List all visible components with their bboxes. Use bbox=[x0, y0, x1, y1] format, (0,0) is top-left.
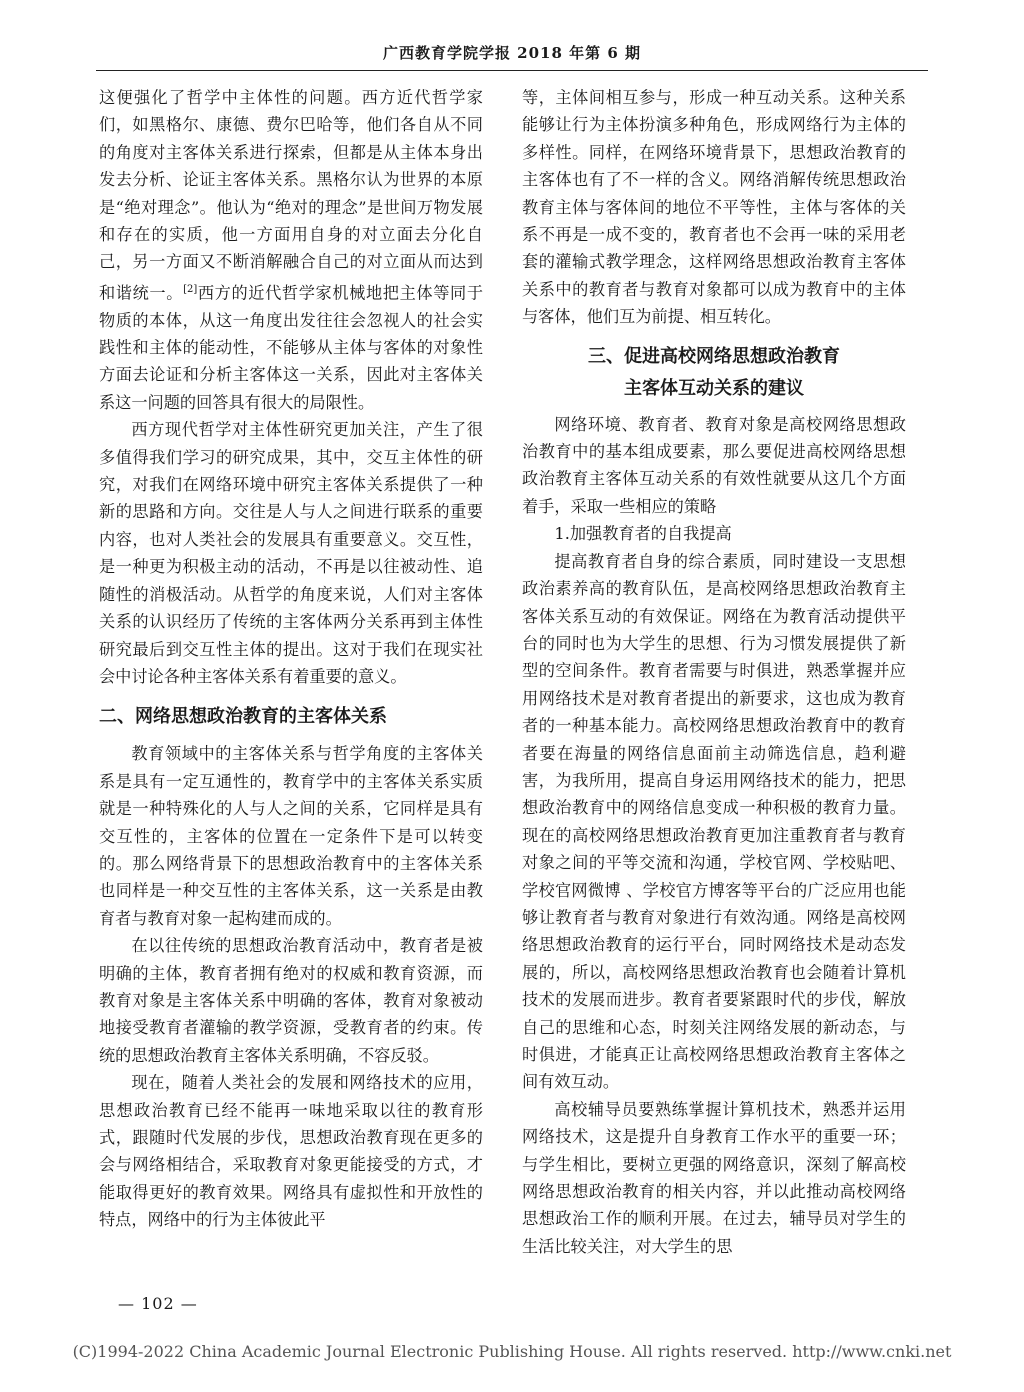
subsection-heading: 1.加强教育者的自我提高 bbox=[554, 524, 732, 544]
paragraph: 提高教育者自身的综合素质，同时建设一支思想政治素养高的教育队伍，是高校网络思想政治教育主客体关系互动的有效保证。网络在为教育活动提供平台的同时也为大学生的思想、行为习惯发展提供了新型的空间条件。教育者需要与时俱进，熟悉掌握并应用网络技术是对教育者提出的新要求，这也成为教育者的一种基本能力。高校网络思想政治教育中的教育者要在海量的网络信息面前主动筛选信息，趋利避害，为我所用，提高自身运用网络技术的能力，把思想政治教育中的网络信息变成一种积极的教育力量。现在的高校网络思想政治教育更加注重教育者与教育对象之间的平等交流和沟通，学校官网、学校贴吧、学校官网微博 、学校官方博客等平台的广泛应用也能够让教育者与教育对象进行有效沟通。网络是高校网络思想政治教育的运行平台，同时网络技术是动态发展的，所以，高校网络思想政治教育也会随着计算机技术的发展而进步。教育者要紧跟时代的步伐，解放自己的思维和心态，时刻关注网络发展的新动态，与时俱进，才能真正让高校网络思想政治教育主客体之间有效互动。 bbox=[522, 551, 906, 1092]
paragraph: 教育领域中的主客体关系与哲学角度的主客体关系是具有一定互通性的，教育学中的主客体关系实质就是一种特殊化的人与人之间的关系，它同样是具有交互性的，主客体的位置在一定条件下是可以转变的。那么网络背景下的思想政治教育中的主客体关系也同样是一种交互性的主客体关系，这一关系是由教育者与教育对象一起构建而成的。 bbox=[99, 744, 483, 928]
header-divider bbox=[96, 70, 928, 71]
paragraph: 等，主体间相互参与，形成一种互动关系。这种关系能够让行为主体扮演多种角色，形成网络行为主体的多样性。同样，在网络环境背景下，思想政治教育的主客体也有了不一样的含义。网络消解传统思想政治教育主体与客体间的地位不平等性，主体与客体的关系不再是一成不变的，教育者也不会再一味的采用老套的灌输式教学理念，这样网络思想政治教育主客体关系中的教育者与教育对象都可以成为教育中的主体与客体，他们互为前提、相互转化。 bbox=[522, 88, 906, 327]
left-column bbox=[99, 84, 483, 1234]
section-heading-line: 三、促进高校网络思想政治教育 bbox=[588, 345, 840, 367]
copyright-footer: (C)1994-2022 China Academic Journal Electronic Publishing House. All rights reserved. http://www.cnki.net bbox=[72, 1342, 952, 1361]
paragraph-text: 西方的近代哲学家机械地把主体等同于物质的本体，从这一角度出发往往会忽视人的社会实践性和主体的能动性，不能够从主体与客体的对象性方面去论证和分析主客体这一关系，因此对主客体关系这一问题的回答具有很大的局限性。 bbox=[99, 283, 484, 412]
paragraph bbox=[99, 84, 483, 416]
paragraph: 西方现代哲学对主体性研究更加关注，产生了很多值得我们学习的研究成果，其中，交互主体性的研究，对我们在网络环境中研究主客体关系提供了一种新的思路和方向。交往是人与人之间进行联系的重要内容，也对人类社会的发展具有重要意义。交互性，是一种更为积极主动的活动，不再是以往被动性、追随性的消极活动。从哲学的角度来说，人们对主客体关系的认识经历了传统的主客体两分关系再到主体性研究最后到交互性主体的提出。这对于我们在现实社会中讨论各种主客体关系有着重要的意义。 bbox=[99, 420, 483, 686]
paragraph: 网络环境、教育者、教育对象是高校网络思想政治教育中的基本组成要素，那么要促进高校网络思想政治教育主客体互动关系的有效性就要从这几个方面着手，采取一些相应的策略 bbox=[522, 414, 906, 516]
section-heading-line: 主客体互动关系的建议 bbox=[624, 377, 804, 399]
journal-header: 广西教育学院学报 2018 年第 6 期 bbox=[382, 44, 642, 62]
paragraph: 高校辅导员要熟练掌握计算机技术，熟悉并运用网络技术，这是提升自身教育工作水平的重要一环；与学生相比，要树立更强的网络意识，深刻了解高校网络思想政治教育的相关内容，并以此推动高校网络思想政治工作的顺利开展。在过去，辅导员对学生的生活比较关注，对大学生的思 bbox=[522, 1099, 906, 1256]
paragraph-text: 这便强化了哲学中主体性的问题。西方近代哲学家们，如黑格尔、康德、费尔巴哈等，他们各自从不同的角度对主客体关系进行探索，但都是从主体本身出发去分析、论证主客体关系。黑格尔认为世界的本原是“绝对理念”。他认为“绝对的理念”是世间万物发展和存在的实质，他一方面用自身的对立面去分化自己，另一方面又不断消解融合自己的对立面从而达到和谐统一。 bbox=[99, 88, 483, 303]
section-heading-2: 二、网络思想政治教育的主客体关系 bbox=[99, 706, 387, 728]
paragraph: 现在，随着人类社会的发展和网络技术的应用，思想政治教育已经不能再一味地采取以往的教育形式，跟随时代发展的步伐，思想政治教育现在更多的会与网络相结合，采取教育对象更能接受的方式，才能取得更好的教育效果。网络具有虚拟性和开放性的特点，网络中的行为主体彼此平 bbox=[99, 1073, 483, 1230]
section-heading-3 bbox=[522, 341, 906, 405]
page-number: — 102 — bbox=[118, 1294, 198, 1313]
citation-marker: [2] bbox=[183, 283, 198, 295]
paragraph: 在以往传统的思想政治教育活动中，教育者是被明确的主体，教育者拥有绝对的权威和教育资源，而 教育对象是主客体关系中明确的客体，教育对象被动地接受教育者灌输的教学资源，受教育者的约束。传统的思想政治教育主客体关系明确，不容反驳。 bbox=[99, 936, 483, 1065]
right-column bbox=[522, 84, 906, 1260]
